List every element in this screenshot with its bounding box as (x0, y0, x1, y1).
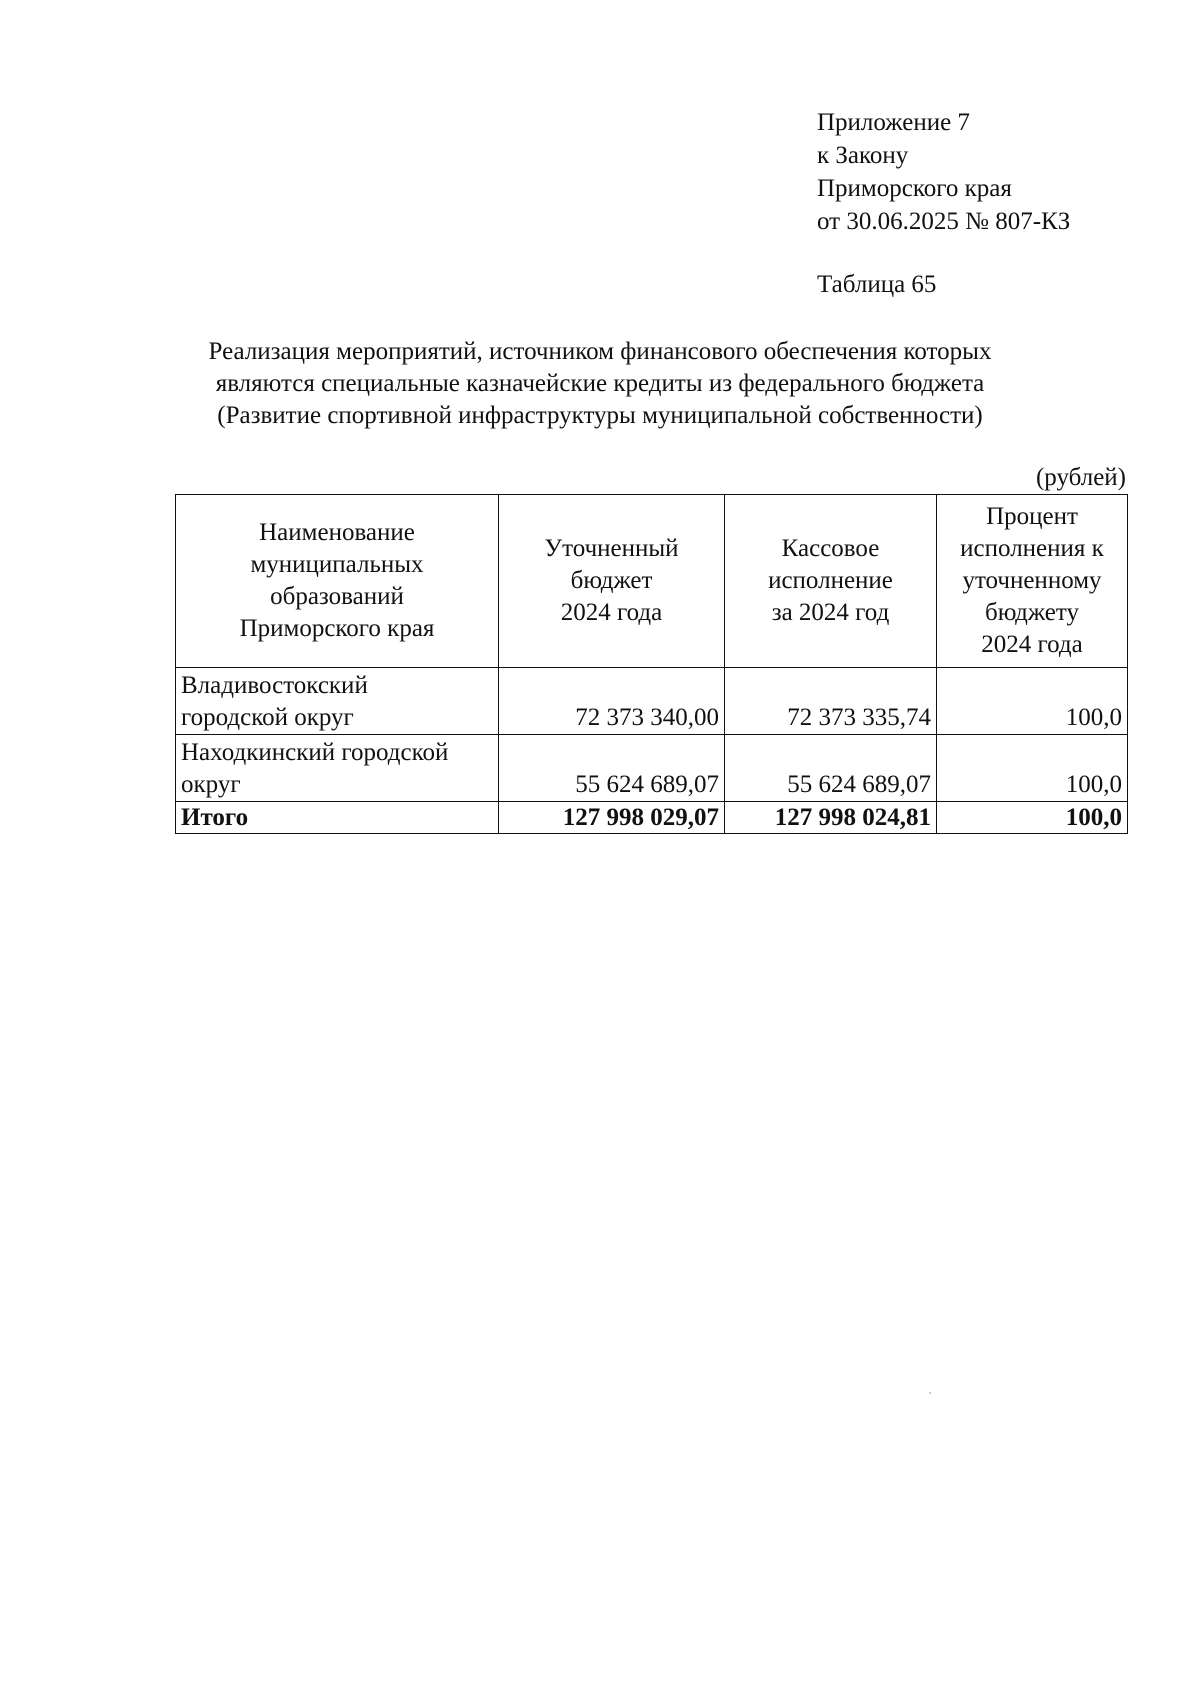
total-row (176, 802, 1128, 834)
header-budget: Уточненный бюджет 2024 года (499, 495, 725, 668)
table-number: Таблица 65 (817, 271, 937, 298)
header-execution: Кассовое исполнение за 2024 год (725, 495, 937, 668)
header-percent: Процент исполнения к уточненному бюджету 2024 года (937, 495, 1128, 668)
appendix-block (817, 106, 1070, 238)
appendix-line: Приморского края (817, 175, 1012, 202)
cell-percent: 100,0 (937, 668, 1128, 735)
scan-speck (929, 1392, 931, 1394)
cell-total-label: Итого (176, 802, 499, 834)
document-title (130, 336, 1070, 432)
title-line: являются специальные казначейские кредиты из федерального бюджета (215, 370, 985, 397)
report-table (175, 494, 1128, 834)
appendix-line: к Закону (817, 142, 909, 169)
cell-budget: 55 624 689,07 (499, 735, 725, 802)
cell-execution: 72 373 335,74 (725, 668, 937, 735)
units-label: (рублей) (1035, 464, 1126, 491)
title-line: Реализация мероприятий, источником финансового обеспечения которых (208, 338, 992, 365)
cell-budget: 72 373 340,00 (499, 668, 725, 735)
title-line: (Развитие спортивной инфраструктуры муниципальной собственности) (217, 402, 983, 429)
cell-total-execution: 127 998 024,81 (725, 802, 937, 834)
cell-execution: 55 624 689,07 (725, 735, 937, 802)
cell-total-budget: 127 998 029,07 (499, 802, 725, 834)
appendix-line: Приложение 7 (817, 109, 970, 136)
cell-municipality: Находкинский городской округ (176, 735, 499, 802)
table-row (176, 735, 1128, 802)
cell-percent: 100,0 (937, 735, 1128, 802)
header-name: Наименование муниципальных образований Приморского края (176, 495, 499, 668)
cell-municipality: Владивостокский городской округ (176, 668, 499, 735)
table-header-row (176, 495, 1128, 668)
table-row (176, 668, 1128, 735)
appendix-line: от 30.06.2025 № 807-КЗ (817, 208, 1071, 235)
cell-total-percent: 100,0 (937, 802, 1128, 834)
